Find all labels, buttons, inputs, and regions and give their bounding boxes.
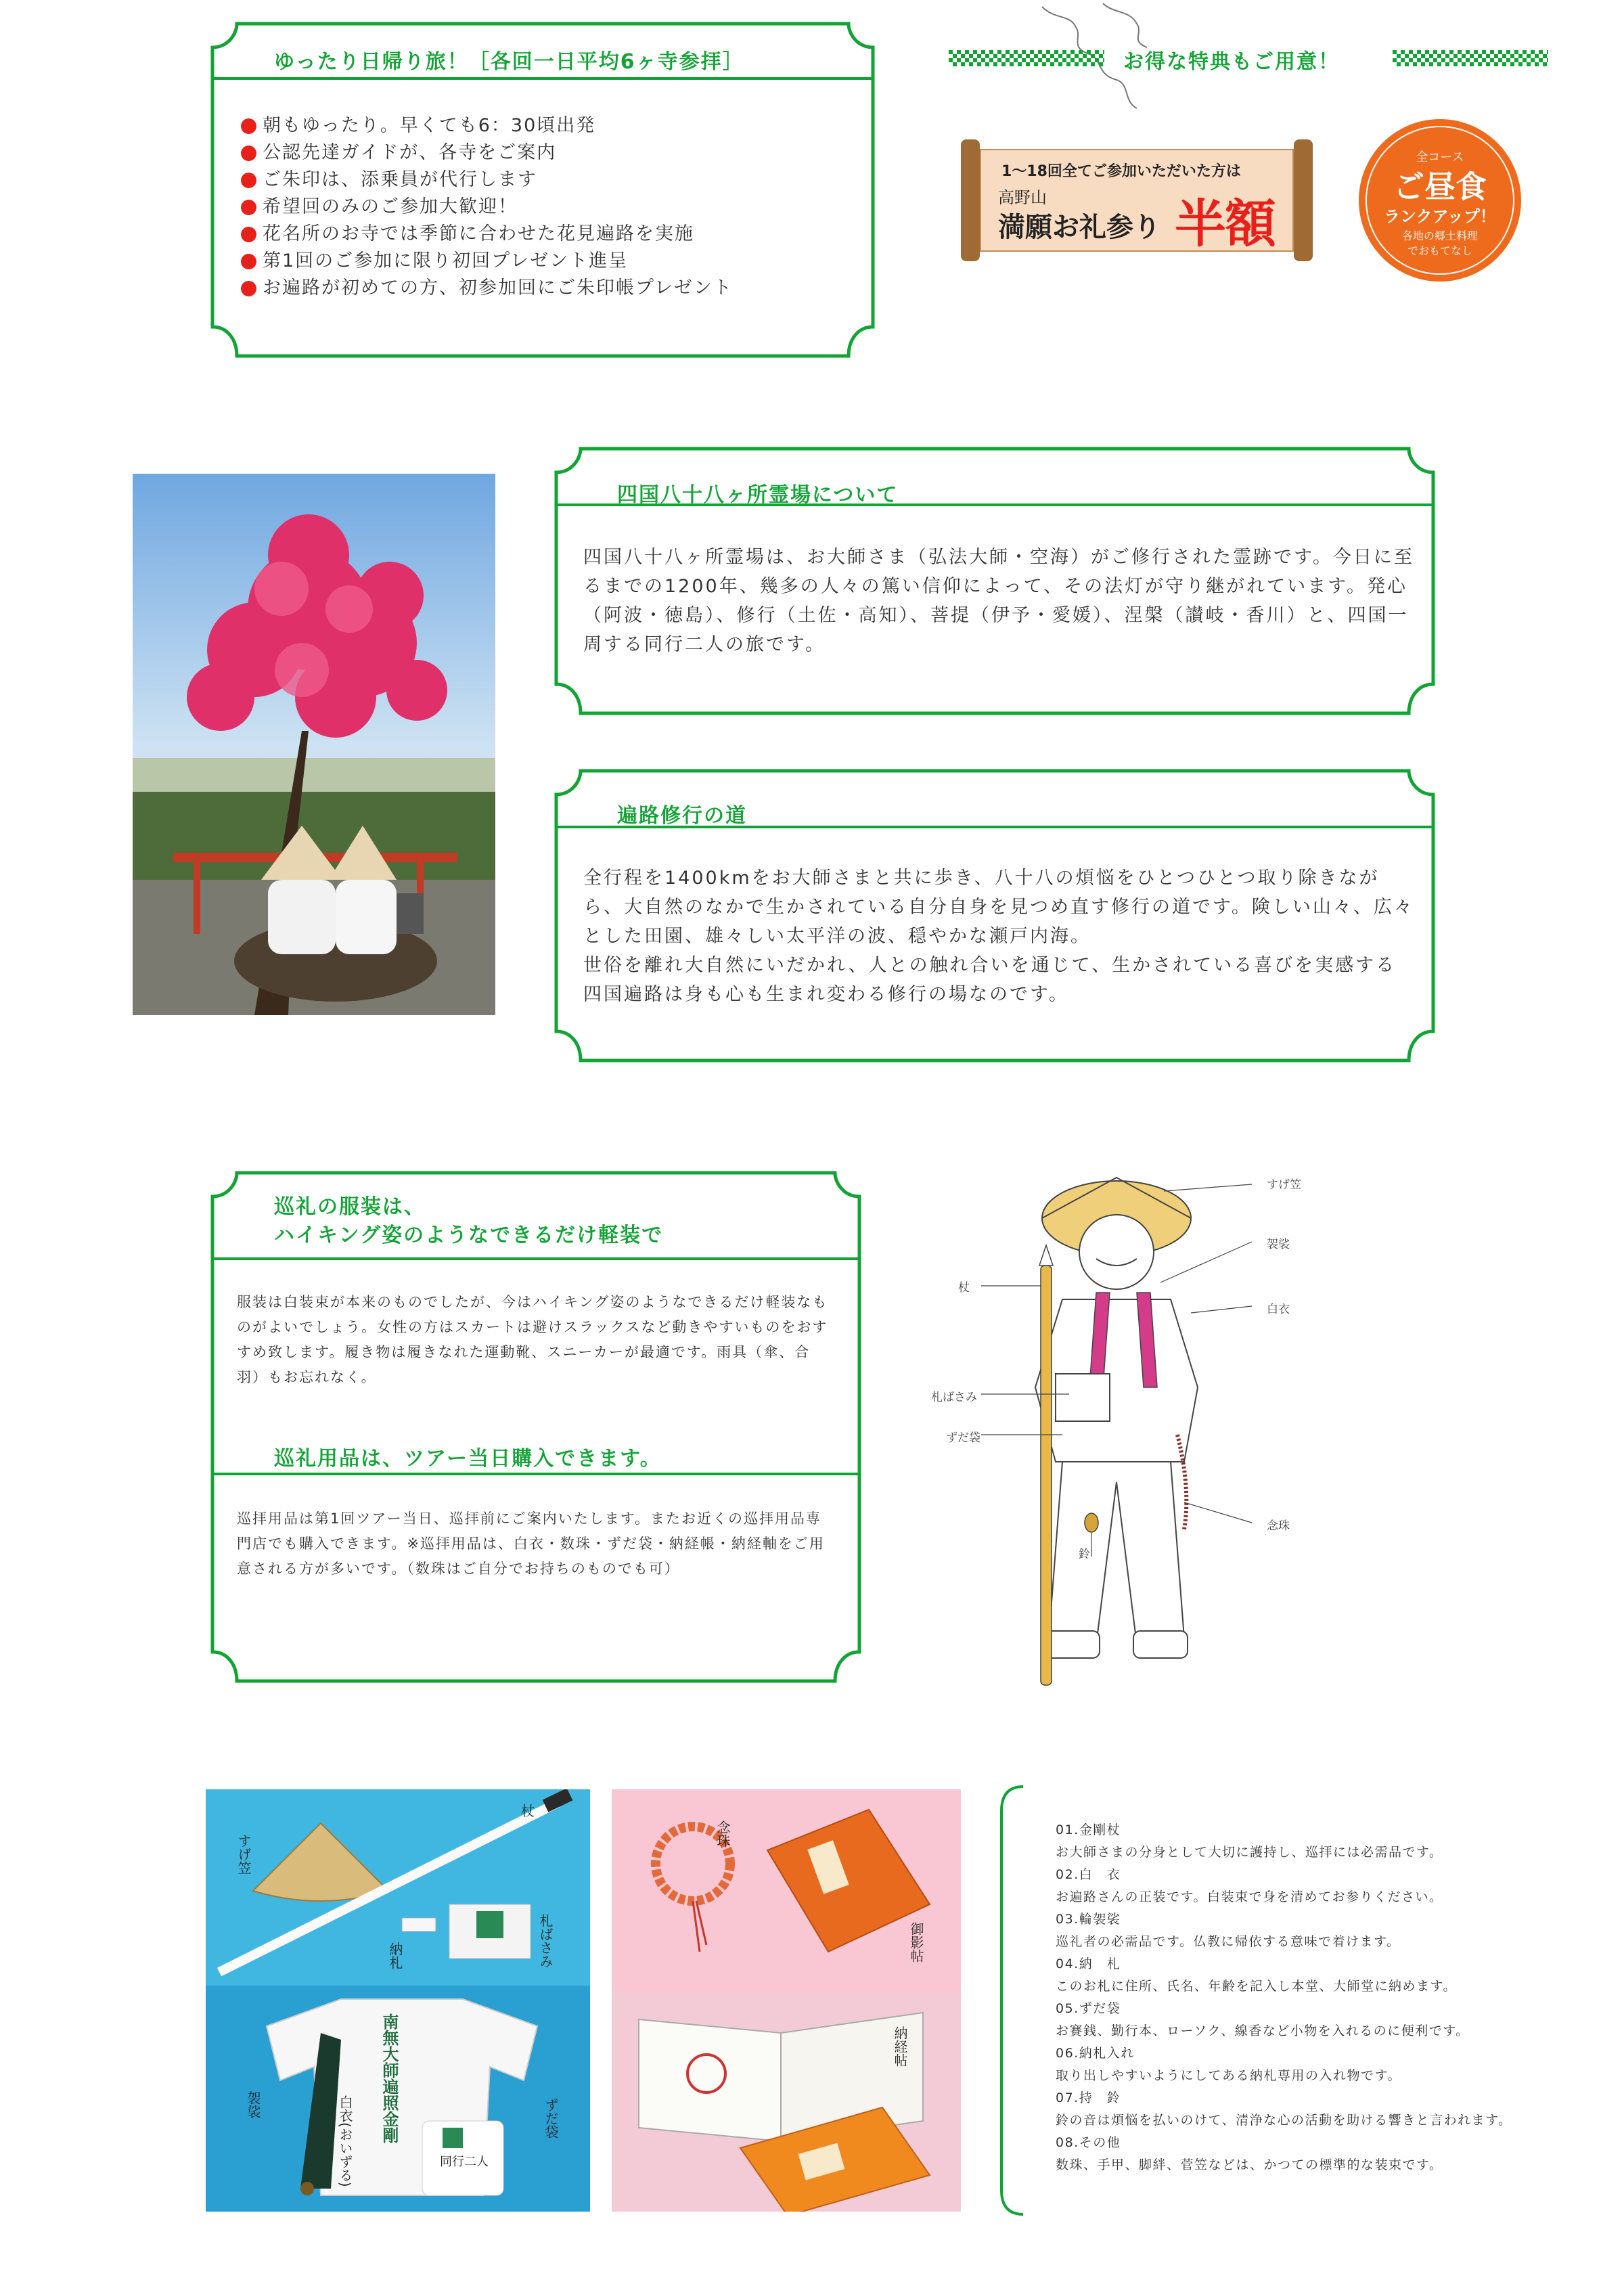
list-item: 第1回のご参加に限り初回プレゼント進呈 [238,248,733,275]
list-item: 数珠、手甲、脚絆、菅笠などは、かつての標準的な装束です。 [1056,2157,1443,2172]
sakura-pilgrims-photo [133,474,495,1015]
list-item: 花名所のお寺では季節に合わせた花見遍路を実施 [238,221,733,248]
list-item: 朝もゆったり。早くても6：30頃出発 [238,112,733,139]
photo-label-hakui: 白衣(おいずる) [337,2095,353,2187]
list-item: ご朱印は、添乗員が代行します [238,166,733,194]
benefits-title: お得な特典もご用意！ [1123,50,1340,74]
badge-note2: でおもてなし [1407,244,1472,257]
checker-left [949,50,1104,68]
label-sugegasa: すげ笠 [1267,1178,1301,1192]
list-item: このお札に住所、氏名、年齢を記入し本堂、大師堂に納めます。 [1056,1979,1457,1994]
list-item: お大師さまの分身として大切に護持し、巡拝には必需品です。 [1056,1845,1443,1860]
list-item: お賽銭、勤行本、ローソク、線香など小物を入れるのに便利です。 [1056,2023,1470,2038]
list-item: 04.納 札 [1056,1956,1121,1971]
list-item: 鈴の音は煩悩を払いのけて、清浄な心の活動を助ける響きと言われます。 [1056,2113,1512,2128]
badge-main: ご昼食 [1393,169,1487,205]
photo-label-tsue: 杖 [521,1803,535,1819]
list-item: 希望回のみのご参加大歓迎！ [238,194,733,221]
photo-label-nenju: 念珠 [715,1820,731,1848]
clothes-title-line2: ハイキング姿のようなできるだけ軽装で [274,1224,664,1247]
photo-label-wagesa: 袈裟 [245,2091,261,2118]
henro-body1: 全行程を1400kmをお大師さまと共に歩き、八十八の煩悩をひとつひとつ取り除きながら、大自然のなかで生かされている自分自身を見つめ直す修行の道です。険しい山々、広々とした田園、雄々しい太平洋の波、穏やかな瀬戸内海。 [583,868,1414,947]
list-item: 06.納札入れ [1056,2046,1135,2061]
reijo-body: 四国八十八ヶ所霊場は、お大師さま（弘法大師・空海）がご修行された霊跡です。今日に至るまでの1200年、幾多の人々の篤い信仰によって、その法灯が守り継がれています。発心（阿波・徳島）、修行（土佐・高知）、菩提（伊予・愛媛）、涅槃（讃岐・香川）と、四国一周する同行二人の旅です。 [583,547,1414,655]
list-item: お遍路が初めての方、初参加回にご朱印帳プレゼント [238,275,733,302]
clothes-body: 服装は白装束が本来のものでしたが、今はハイキング姿のようなできるだけ軽装なものがよいでしょう。女性の方はスカートは避けスラックスなど動きやすいものをおすすめ致します。履き物は履きなれた運動靴、スニーカーが最適です。雨具（傘、合羽）もお忘れなく。 [237,1294,828,1385]
item-list [1056,1819,1512,2176]
label-wagesa: 袈裟 [1267,1238,1290,1251]
daytrip-title: ゆったり日帰り旅！［各回一日平均6ヶ寺参拝］ [274,50,744,74]
photo-label-osamefuda: 納札 [387,1942,403,1969]
photo-label-fudabasami: 札ばさみ [537,1914,554,1968]
list-item: 公認先達ガイドが、各寺をご案内 [238,139,733,166]
list-bracket [999,1784,1026,2217]
label-suzu: 鈴 [1079,1548,1090,1561]
scroll-rod-left [961,139,980,261]
list-item: 02.白 衣 [1056,1867,1121,1882]
photo-label-nokyocho: 納経帖 [892,2026,908,2067]
photo-nokyo-book [612,1992,961,2212]
henro-title: 遍路修行の道 [617,804,747,828]
reijo-title: 四国八十八ヶ所霊場について [617,483,899,507]
label-zudabukuro: ずだ袋 [946,1431,980,1445]
goods-body: 巡拝用品は第1回ツアー当日、巡拝前にご案内いたします。またお近くの巡拝用品専門店でも購入できます。※巡拝用品は、白衣・数珠・ずだ袋・納経帳・納経軸をご用意される方が多いです。（数珠はご自分でお持ちのものでも可） [237,1511,825,1577]
checker-right [1393,50,1548,68]
clothes-title-line1: 巡礼の服装は、 [274,1195,426,1219]
daytrip-list [238,112,733,302]
list-item: お遍路さんの正装です。白装束で身を清めてお参りください。 [1056,1889,1443,1904]
scroll-line3: 満願お礼参り [998,211,1160,243]
list-item: 01.金剛杖 [1056,1822,1121,1837]
badge-top: 全コース [1416,150,1464,164]
list-item: 巡礼者の必需品です。仏教に帰依する意味で着けます。 [1056,1934,1401,1949]
scroll-rod-right [1294,139,1313,261]
list-item: 取り出しやすいようにしてある納札専用の入れ物です。 [1056,2068,1401,2083]
photo-label-goeicho: 御影帖 [908,1922,924,1963]
scroll-banner [961,139,1313,261]
photo-bag-text: 同行二人 [440,2155,489,2169]
scroll-line1: 1〜18回全てご参加いただいた方は [1001,163,1241,180]
label-hakui: 白衣 [1267,1303,1290,1316]
label-nenju: 念珠 [1267,1519,1290,1533]
photo-hakui-text: 南無大師遍照金剛 [380,2013,399,2143]
list-item: 07.持 鈴 [1056,2090,1121,2105]
label-tsue: 杖 [958,1281,970,1295]
scroll-half: 半額 [1175,194,1275,254]
badge-sub: ランクアップ！ [1384,207,1496,226]
list-item: 05.ずだ袋 [1056,2001,1121,2016]
list-item: 03.輪袈裟 [1056,1912,1121,1927]
goods-title: 巡礼用品は、ツアー当日購入できます。 [274,1447,662,1471]
photo-label-sugegasa: すげ笠 [235,1834,252,1875]
lunch-badge [1359,119,1521,282]
badge-note1: 各地の郷土料理 [1401,229,1478,242]
label-fudabasami: 札ばさみ [931,1391,977,1404]
scroll-line2: 高野山 [998,188,1047,207]
henro-body2: 世俗を離れ大自然にいだかれ、人との触れ合いを通じて、生かされている喜びを実感する四国遍路は身も心も生まれ変わる修行の場なのです。 [583,955,1397,1005]
photo-label-zudabukuro: ずだ袋 [543,2098,559,2139]
list-item: 08.その他 [1056,2135,1121,2150]
